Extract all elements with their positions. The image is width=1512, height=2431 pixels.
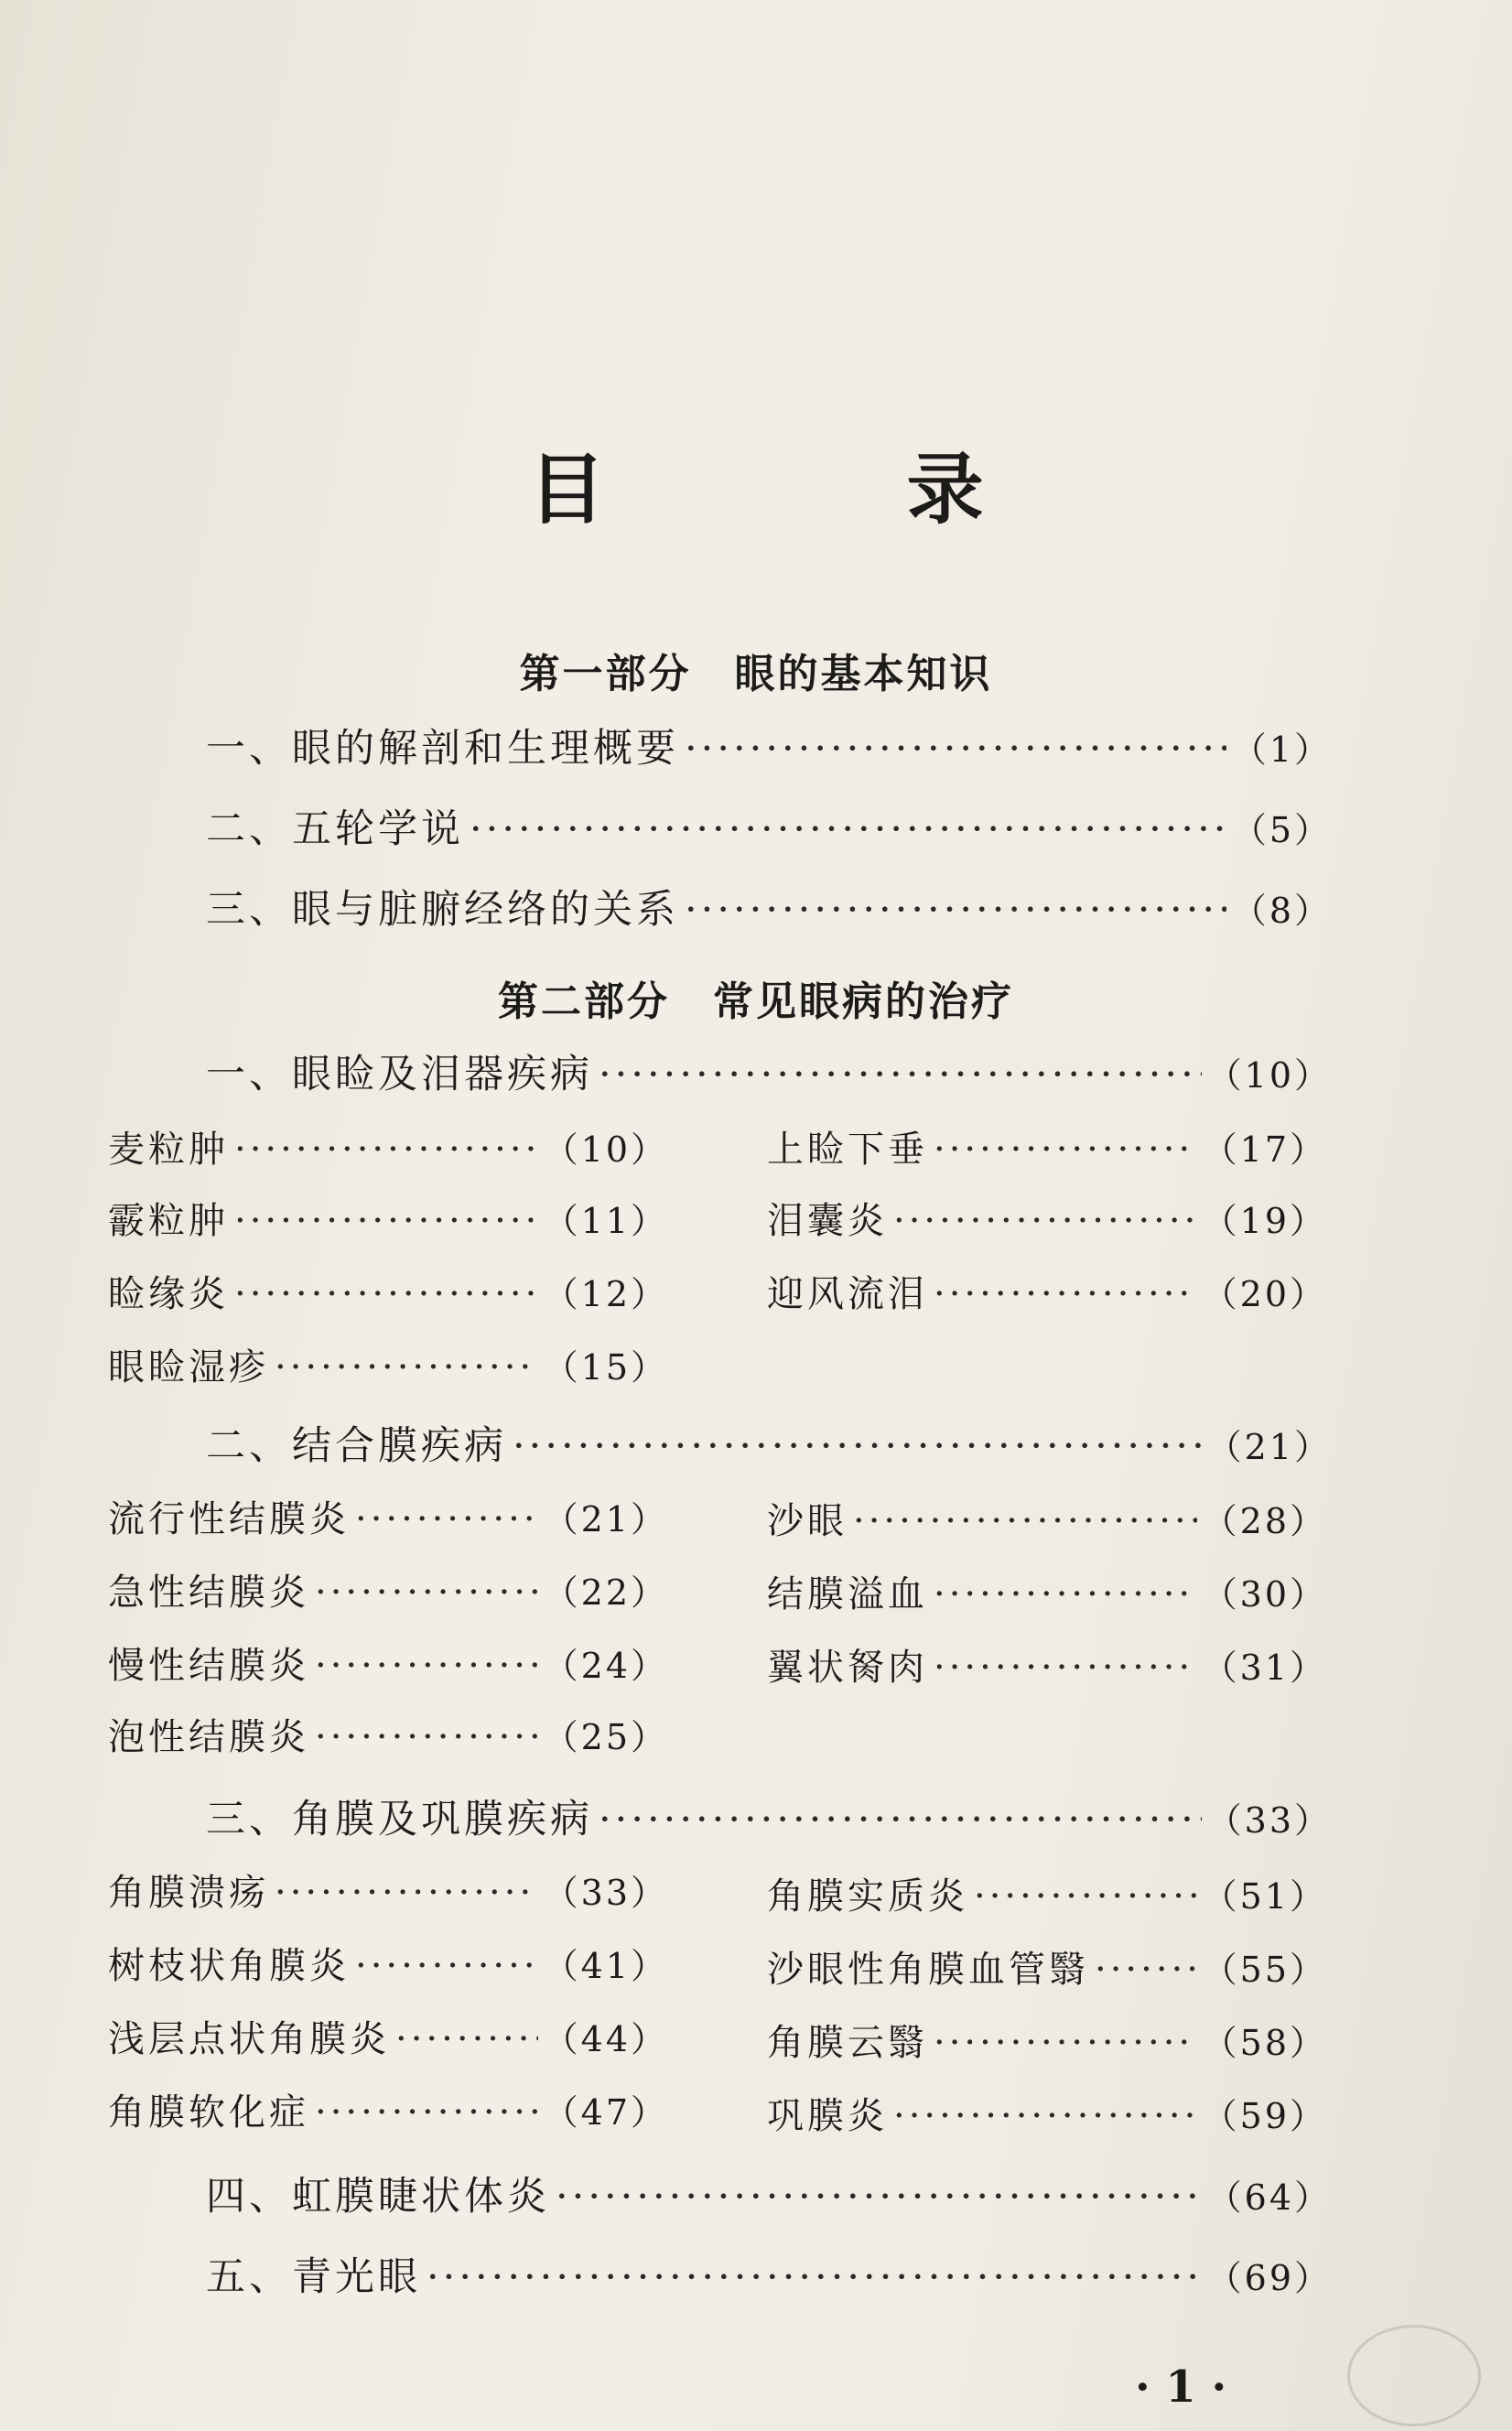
page-number: （20） <box>1202 1274 1327 1314</box>
dot-leader <box>315 2085 538 2140</box>
toc-entry <box>767 1122 1327 1177</box>
entry-label: 沙眼性角膜血管翳 <box>767 1949 1089 1991</box>
page-number: （21） <box>1206 1427 1332 1467</box>
page-number: （1） <box>1231 729 1332 770</box>
dot-leader <box>974 1869 1197 1924</box>
chapter-label: 一、眼睑及泪器疾病 <box>206 1052 593 1097</box>
toc-entry <box>108 1492 668 1547</box>
page-number: （5） <box>1231 810 1332 850</box>
chapter-label: 四、虹膜睫状体炎 <box>206 2174 550 2220</box>
dot-leader <box>395 2012 538 2067</box>
page-number: （41） <box>543 1946 668 1986</box>
dot-leader <box>234 1267 538 1322</box>
page-number: （17） <box>1202 1129 1327 1170</box>
page-number: （25） <box>543 1717 668 1757</box>
dot-leader <box>934 2015 1197 2070</box>
dot-leader <box>234 1122 538 1177</box>
page-number: （11） <box>543 1201 668 1241</box>
toc-entry <box>767 1567 1327 1622</box>
dot-leader <box>934 1122 1197 1177</box>
dot-leader <box>315 1638 538 1693</box>
entry-label: 角膜实质炎 <box>767 1875 968 1918</box>
dot-leader <box>275 1340 538 1395</box>
page-number: （47） <box>543 2092 668 2133</box>
toc-entry <box>108 1194 668 1248</box>
toc-chapter <box>206 1047 1332 1103</box>
page-number: （31） <box>1202 1648 1327 1688</box>
page-number: （12） <box>543 1274 668 1314</box>
toc-chapter <box>206 2250 1332 2306</box>
toc-entry <box>767 1194 1327 1248</box>
entry-label: 慢性结膜炎 <box>108 1645 309 1687</box>
dot-leader <box>275 1865 538 1920</box>
entry-label: 树枝状角膜炎 <box>108 1945 350 1987</box>
page-number: （51） <box>1202 1876 1327 1917</box>
page-number: （10） <box>1206 1055 1332 1096</box>
dot-leader <box>315 1710 538 1765</box>
entry-label: 结膜溢血 <box>767 1573 928 1615</box>
toc-entry <box>767 1942 1327 1997</box>
page-number: （58） <box>1202 2023 1327 2063</box>
dot-leader <box>1095 1942 1197 1997</box>
dot-leader <box>934 1267 1197 1322</box>
page-number: （59） <box>1202 2096 1327 2136</box>
page-number: （22） <box>543 1572 668 1613</box>
dot-leader <box>934 1640 1197 1695</box>
dot-leader <box>315 1565 538 1620</box>
entry-label: 翼状胬肉 <box>767 1647 928 1689</box>
chapter-label: 三、眼与脏腑经络的关系 <box>206 887 679 933</box>
toc-chapter <box>206 1419 1332 1475</box>
page-number: （30） <box>1202 1574 1327 1615</box>
page-number: （15） <box>543 1347 668 1388</box>
part1-heading: 第一部分 眼的基本知识 <box>519 651 993 697</box>
dot-leader <box>556 2169 1202 2224</box>
toc-chapter <box>206 721 1332 777</box>
dot-leader <box>599 1047 1202 1102</box>
toc-entry <box>108 1638 668 1693</box>
page-title: 目 录 <box>528 444 1121 535</box>
toc-entry <box>108 2085 668 2140</box>
entry-label: 霰粒肿 <box>108 1200 229 1242</box>
toc-entry <box>767 1267 1327 1322</box>
dot-leader <box>853 1494 1197 1549</box>
dot-leader <box>599 1792 1202 1847</box>
toc-entry <box>108 2012 668 2067</box>
chapter-label: 二、结合膜疾病 <box>206 1423 507 1469</box>
toc-entry <box>767 1494 1327 1549</box>
entry-label: 泡性结膜炎 <box>108 1716 309 1758</box>
page-number: （69） <box>1206 2258 1332 2298</box>
entry-label: 上睑下垂 <box>767 1129 928 1171</box>
toc-entry <box>108 1340 668 1395</box>
page-number: （19） <box>1202 1201 1327 1241</box>
dot-leader <box>934 1567 1197 1622</box>
page-number: （55） <box>1202 1950 1327 1990</box>
entry-label: 浅层点状角膜炎 <box>108 2018 390 2060</box>
dot-leader <box>355 1492 538 1547</box>
dot-leader <box>470 802 1226 857</box>
entry-label: 角膜云翳 <box>767 2022 928 2064</box>
entry-label: 角膜软化症 <box>108 2091 309 2134</box>
entry-label: 眼睑湿疹 <box>108 1346 269 1388</box>
toc-entry <box>767 2015 1327 2070</box>
toc-entry <box>767 1640 1327 1695</box>
page-number: （33） <box>543 1873 668 1913</box>
entry-label: 流行性结膜炎 <box>108 1498 350 1540</box>
page-number: （44） <box>543 2019 668 2059</box>
toc-entry <box>108 1939 668 1993</box>
dot-leader <box>355 1939 538 1993</box>
dot-leader <box>234 1194 538 1248</box>
page-number: （8） <box>1231 891 1332 931</box>
dot-leader <box>685 721 1226 776</box>
entry-label: 角膜溃疡 <box>108 1872 269 1914</box>
page-folio: · 1 · <box>1135 2361 1227 2413</box>
toc-entry <box>108 1565 668 1620</box>
page-number: （24） <box>543 1646 668 1686</box>
toc-entry <box>108 1710 668 1765</box>
entry-label: 睑缘炎 <box>108 1273 229 1315</box>
entry-label: 急性结膜炎 <box>108 1572 309 1614</box>
toc-entry <box>767 2089 1327 2144</box>
dot-leader <box>513 1419 1202 1474</box>
toc-chapter <box>206 802 1332 858</box>
chapter-label: 二、五轮学说 <box>206 806 464 852</box>
toc-entry <box>767 1869 1327 1924</box>
part2-heading: 第二部分 常见眼病的治疗 <box>498 978 1014 1025</box>
page-number: （64） <box>1206 2177 1332 2218</box>
page-number: （10） <box>543 1129 668 1170</box>
page-number: （21） <box>543 1499 668 1540</box>
entry-label: 麦粒肿 <box>108 1129 229 1171</box>
toc-chapter <box>206 882 1332 938</box>
watermark-seal <box>1347 2325 1481 2426</box>
entry-label: 沙眼 <box>767 1500 848 1542</box>
dot-leader <box>893 2089 1197 2144</box>
dot-leader <box>685 882 1226 937</box>
entry-label: 巩膜炎 <box>767 2095 888 2137</box>
entry-label: 迎风流泪 <box>767 1273 928 1315</box>
toc-chapter <box>206 1792 1332 1848</box>
toc-entry <box>108 1122 668 1177</box>
toc-entry <box>108 1865 668 1920</box>
chapter-label: 五、青光眼 <box>206 2254 421 2300</box>
toc-entry <box>108 1267 668 1322</box>
dot-leader <box>427 2250 1202 2305</box>
chapter-label: 一、眼的解剖和生理概要 <box>206 726 679 772</box>
page-number: （33） <box>1206 1800 1332 1841</box>
page-number: （28） <box>1202 1501 1327 1541</box>
toc-chapter <box>206 2169 1332 2225</box>
entry-label: 泪囊炎 <box>767 1200 888 1242</box>
dot-leader <box>893 1194 1197 1248</box>
chapter-label: 三、角膜及巩膜疾病 <box>206 1797 593 1842</box>
